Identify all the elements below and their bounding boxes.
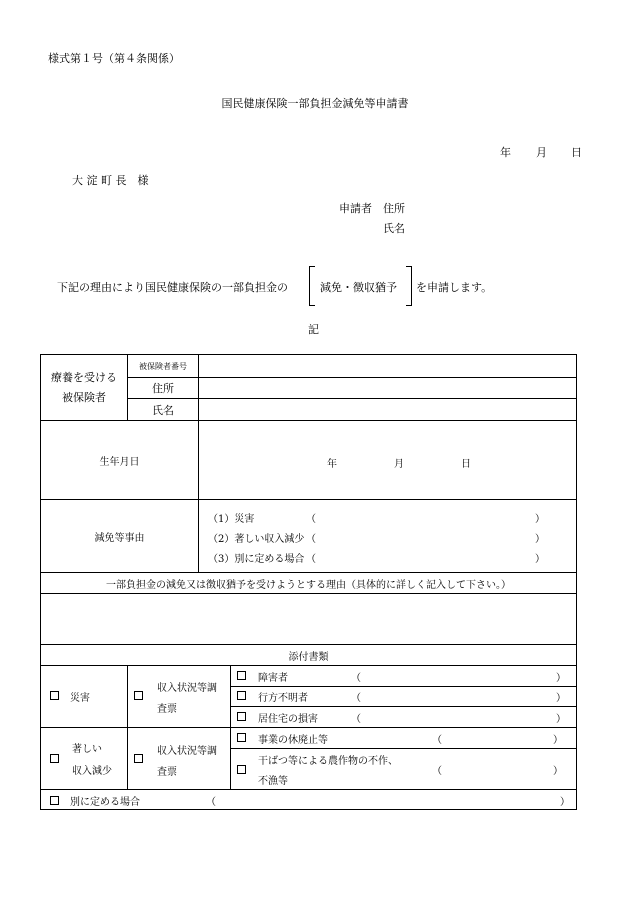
other-close: ）: [560, 797, 570, 808]
income-drop-label-1: 著しい: [72, 744, 102, 755]
crop-failure-close: ）: [553, 766, 563, 777]
business-closure-open: （: [432, 735, 442, 746]
date-month: 月: [536, 146, 547, 159]
business-closure-checkbox[interactable]: [237, 732, 246, 743]
disaster-income-doc-2: 査票: [157, 704, 177, 715]
reason-2-label: （2）著しい収入減少: [208, 534, 305, 545]
income-drop-income-doc-2: 査票: [157, 767, 177, 778]
intro-after: を申請します。: [416, 281, 493, 294]
applicant-address-label: 住所: [383, 202, 405, 215]
crop-failure-open: （: [432, 766, 442, 777]
crop-failure-label-1: 干ばつ等による農作物の不作、: [258, 756, 398, 767]
disaster-income-checkbox[interactable]: [134, 690, 143, 701]
business-closure-close: ）: [553, 735, 563, 746]
detail-input-area[interactable]: [41, 594, 576, 644]
insured-number-label: 被保険者番号: [139, 361, 187, 371]
business-closure-label: 事業の休廃止等: [258, 735, 328, 746]
house-damage-checkbox[interactable]: [237, 711, 246, 722]
reason-3-label: （3）別に定める場合: [208, 554, 305, 565]
applicant-name-label: 氏名: [383, 222, 405, 235]
missing-close: ）: [556, 693, 566, 704]
document-title: 国民健康保険一部負担金減免等申請書: [221, 97, 409, 110]
house-damage-open: （: [351, 714, 361, 725]
reason-1-open: （: [306, 514, 316, 525]
birthdate-label: 生年月日: [99, 456, 140, 468]
reason-2-close: ）: [535, 534, 545, 545]
disaster-income-doc-1: 収入状況等調: [157, 683, 217, 694]
income-drop-income-doc-1: 収入状況等調: [157, 746, 217, 757]
income-drop-label-2: 収入減少: [72, 766, 112, 777]
disabled-close: ）: [556, 673, 566, 684]
income-drop-income-checkbox[interactable]: [134, 753, 143, 764]
detail-header: 一部負担金の減免又は徴収猶予を受けようとする理由（具体的に詳しく記入して下さい。）: [106, 579, 511, 591]
attachments-header: 添付書類: [288, 651, 329, 663]
disaster-checkbox[interactable]: [50, 690, 59, 701]
reason-2-open: （: [306, 534, 316, 545]
missing-checkbox[interactable]: [237, 690, 246, 701]
house-damage-label: 居住宅の損害: [258, 714, 318, 725]
other-label: 別に定める場合: [70, 797, 140, 808]
address-label: 住所: [152, 382, 174, 395]
birth-year: 年: [327, 459, 337, 470]
crop-failure-checkbox[interactable]: [237, 764, 246, 775]
insured-label: [41, 355, 127, 420]
reason-1-label: （1）災害: [208, 514, 255, 525]
income-drop-checkbox[interactable]: [50, 753, 59, 764]
missing-label: 行方不明者: [258, 693, 308, 704]
form-number: 様式第１号（第４条関係）: [48, 52, 180, 65]
insured-label-line2: 被保険者: [62, 390, 106, 404]
name-label: 氏名: [152, 403, 174, 417]
disaster-label: 災害: [70, 693, 90, 704]
crop-failure-label-2: 不漁等: [258, 776, 288, 787]
other-open: （: [206, 797, 216, 808]
house-damage-close: ）: [556, 714, 566, 725]
disabled-open: （: [351, 673, 361, 684]
ki-label: 記: [308, 323, 319, 336]
reason-3-open: （: [306, 554, 316, 565]
addressee: 大 淀 町 長 様: [72, 174, 149, 187]
disabled-label: 障害者: [258, 673, 288, 684]
insured-label-line1: 療養を受ける: [51, 370, 117, 384]
disabled-checkbox[interactable]: [237, 670, 246, 681]
reason-label: 減免等事由: [94, 532, 145, 544]
other-checkbox[interactable]: [50, 795, 59, 806]
reason-1-close: ）: [535, 514, 545, 525]
reason-3-close: ）: [535, 554, 545, 565]
intro-text: 下記の理由により国民健康保険の一部負担金の: [57, 281, 288, 294]
applicant-label: 申請者: [339, 202, 372, 215]
date-year: 年: [500, 146, 511, 159]
birth-month: 月: [394, 459, 404, 470]
birth-day: 日: [461, 459, 471, 470]
intro-choice: 減免・徴収猶予: [320, 281, 397, 294]
date-day: 日: [571, 146, 582, 159]
missing-open: （: [351, 693, 361, 704]
